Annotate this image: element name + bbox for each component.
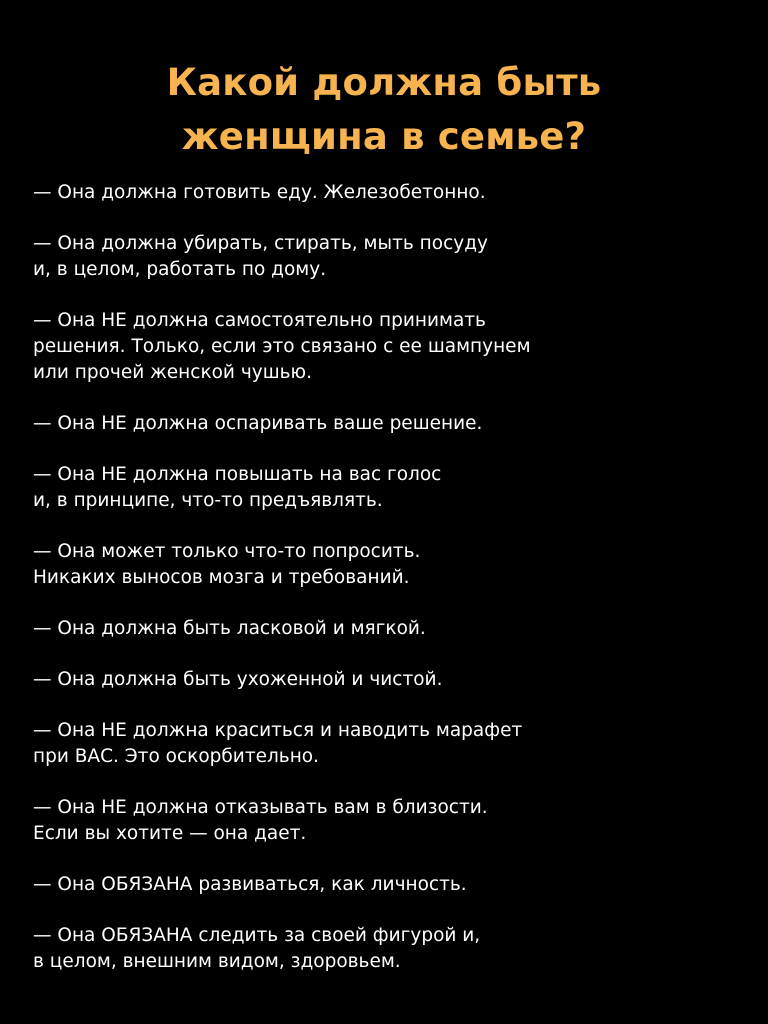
page-title: [0, 56, 768, 164]
rules-list: [33, 180, 743, 1000]
list-item: [33, 872, 743, 898]
item-line: — Она НЕ должна оспаривать ваше решение.: [33, 413, 483, 434]
item-line: — Она ОБЯЗАНА следить за своей фигурой и,: [33, 925, 481, 946]
item-line: в целом, внешним видом, здоровьем.: [33, 951, 401, 972]
list-item: [33, 718, 743, 770]
item-line: — Она НЕ должна отказывать вам в близости.: [33, 797, 488, 818]
item-line: — Она должна быть ухоженной и чистой.: [33, 669, 443, 690]
item-line: и, в принципе, что-то предъявлять.: [33, 490, 383, 511]
item-line: — Она НЕ должна самостоятельно принимать: [33, 310, 486, 331]
item-line: — Она должна готовить еду. Железобетонно.: [33, 182, 486, 203]
item-line: и, в целом, работать по дому.: [33, 259, 327, 280]
item-line: — Она должна убирать, стирать, мыть посуду: [33, 233, 488, 254]
item-line: решения. Только, если это связано с ее шампунем: [33, 336, 531, 357]
list-item: [33, 616, 743, 642]
list-item: [33, 462, 743, 514]
title-line-2: женщина в семье?: [181, 115, 587, 158]
list-item: [33, 539, 743, 591]
list-item: [33, 667, 743, 693]
list-item: [33, 308, 743, 386]
item-line: — Она может только что-то попросить.: [33, 541, 421, 562]
item-line: или прочей женской чушью.: [33, 362, 312, 383]
item-line: — Она НЕ должна краситься и наводить марафет: [33, 720, 523, 741]
item-line: — Она НЕ должна повышать на вас голос: [33, 464, 442, 485]
item-line: — Она должна быть ласковой и мягкой.: [33, 618, 426, 639]
list-item: [33, 411, 743, 437]
list-item: [33, 231, 743, 283]
list-item: [33, 923, 743, 975]
item-line: — Она ОБЯЗАНА развиваться, как личность.: [33, 874, 467, 895]
item-line: Если вы хотите — она дает.: [33, 823, 307, 844]
list-item: [33, 795, 743, 847]
list-item: [33, 180, 743, 206]
item-line: при ВАС. Это оскорбительно.: [33, 746, 320, 767]
title-line-1: Какой должна быть: [166, 61, 602, 104]
item-line: Никаких выносов мозга и требований.: [33, 567, 410, 588]
